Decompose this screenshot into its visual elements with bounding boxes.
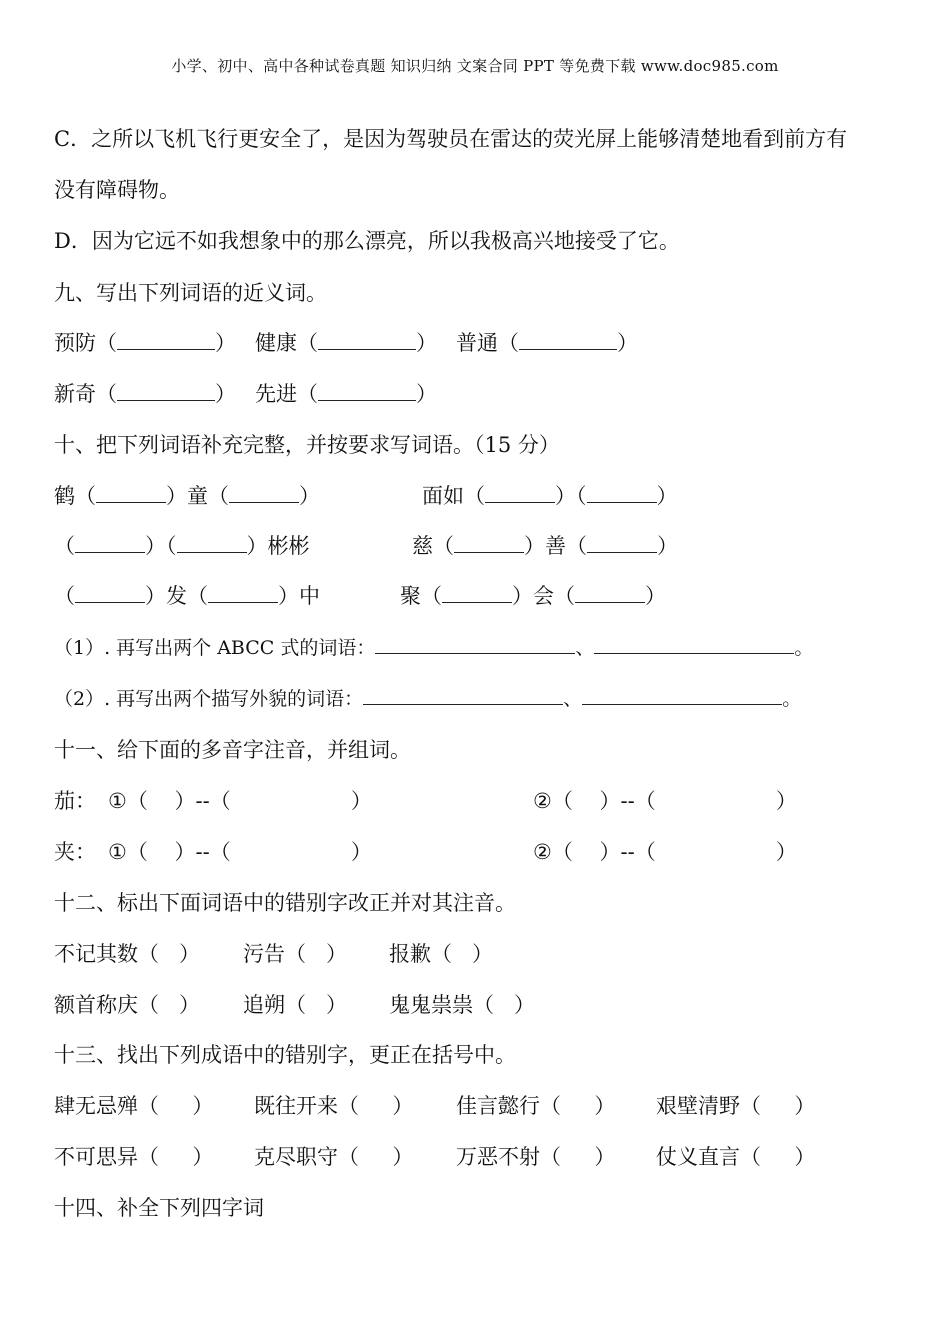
typo-word: 鬼鬼祟祟（ ） (389, 993, 536, 1017)
option-c-line2: 没有障碍物。 (54, 178, 180, 202)
section-14-heading: 十四、补全下列四字词 (54, 1196, 264, 1220)
typo-word: 不记其数（ ） (54, 942, 201, 966)
poly-reading-1: ①（ ）--（ ） (108, 840, 372, 864)
section-12-heading: 十二、标出下面词语中的错别字改正并对其注音。 (54, 891, 516, 915)
poly-reading-2: ②（ ）--（ ） (533, 840, 797, 864)
question-appearance: （2）. 再写出两个描写外貌的词语： 、 。 (54, 688, 802, 710)
fill-word: 鹤（ ）童（ ） (54, 484, 320, 508)
fill-word: 慈（ ）善（ ） (412, 534, 678, 558)
idiom-item: 仗义直言（ ） (656, 1145, 816, 1169)
option-d: D．因为它远不如我想象中的那么漂亮，所以我极高兴地接受了它。 (54, 229, 680, 253)
idiom-item: 艰壁清野（ ） (656, 1094, 816, 1118)
synonym-item: 先进（ ） (255, 382, 437, 406)
idiom-item: 佳言懿行（ ） (456, 1094, 616, 1118)
poly-char: 茄： (54, 789, 96, 813)
synonym-item: 普通（ ） (456, 331, 638, 355)
idiom-item: 万恶不射（ ） (456, 1145, 616, 1169)
fill-word: （ ）发（ ）中 (54, 584, 320, 608)
typo-word: 额首称庆（ ） (54, 993, 201, 1017)
fill-word: （ ）（ ）彬彬 (54, 534, 310, 558)
section-9-heading: 九、写出下列词语的近义词。 (54, 281, 327, 305)
idiom-item: 肆无忌殚（ ） (54, 1094, 214, 1118)
idiom-item: 克尽职守（ ） (254, 1145, 414, 1169)
idiom-item: 不可思异（ ） (54, 1145, 214, 1169)
section-10-heading: 十、把下列词语补充完整，并按要求写词语。（15 分） (54, 433, 560, 457)
synonym-item: 新奇（ ） (54, 382, 236, 406)
poly-char: 夹： (54, 840, 96, 864)
synonym-item: 健康（ ） (255, 331, 437, 355)
section-13-heading: 十三、找出下列成语中的错别字，更正在括号中。 (54, 1043, 516, 1067)
typo-word: 污告（ ） (243, 942, 348, 966)
section-11-heading: 十一、给下面的多音字注音，并组词。 (54, 738, 411, 762)
question-abcc: （1）. 再写出两个 ABCC 式的词语： 、 。 (54, 637, 814, 659)
typo-word: 追朔（ ） (243, 993, 348, 1017)
page-header: 小学、初中、高中各种试卷真题 知识归纳 文案合同 PPT 等免费下载 www.doc985.com (171, 57, 779, 75)
idiom-item: 既往开来（ ） (254, 1094, 414, 1118)
poly-reading-1: ①（ ）--（ ） (108, 789, 372, 813)
fill-word: 面如（ ）（ ） (422, 484, 678, 508)
synonym-item: 预防（ ） (54, 331, 236, 355)
poly-reading-2: ②（ ）--（ ） (533, 789, 797, 813)
fill-word: 聚（ ）会（ ） (400, 584, 666, 608)
option-c-line1: C．之所以飞机飞行更安全了，是因为驾驶员在雷达的荧光屏上能够清楚地看到前方有 (54, 127, 848, 151)
typo-word: 报歉（ ） (389, 942, 494, 966)
